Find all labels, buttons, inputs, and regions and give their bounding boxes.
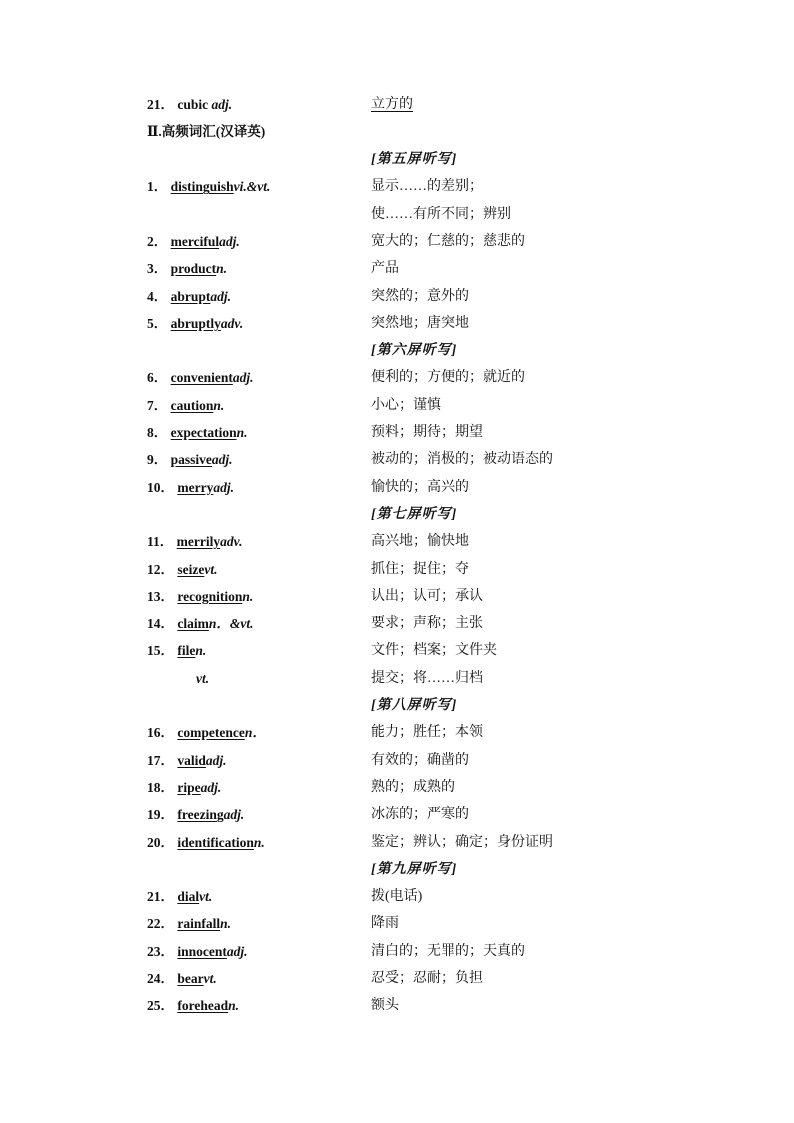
entry-meaning: 被动的；消极的；被动语态的	[371, 452, 553, 468]
entry-word: abrupt	[170, 288, 211, 304]
entry-pos: adj.	[205, 752, 227, 768]
entry-word: merciful	[170, 233, 220, 249]
entry-meaning: 高兴地；愉快地	[371, 534, 469, 550]
entry-meaning: 要求；声称；主张	[371, 616, 483, 632]
entry-left	[147, 531, 243, 553]
entry-word: cubic	[177, 97, 209, 112]
vocab-row	[0, 367, 794, 389]
entry-pos: vt.	[199, 889, 213, 905]
entry-word: freezing	[177, 807, 224, 823]
vocab-row	[0, 886, 794, 908]
screen-header-row	[0, 340, 794, 362]
entry-word: seize	[177, 561, 205, 577]
vocab-row	[0, 640, 794, 662]
entry-pos: n.	[236, 425, 248, 440]
entry-number: 11．	[147, 534, 177, 550]
entry-number: 21．	[147, 97, 174, 112]
entry-left	[147, 941, 248, 963]
entry-number: 22．	[147, 916, 178, 932]
entry-number: 3．	[147, 261, 171, 277]
entry-left	[147, 176, 270, 198]
screen-header: [第九屏听写]	[371, 861, 458, 877]
entry-pos: adj.	[232, 370, 254, 386]
entry-number: 15．	[147, 643, 178, 659]
entry-meaning: 降雨	[371, 916, 399, 932]
entry-number: 20．	[147, 834, 178, 850]
entry-meaning: 预料；期待；期望	[371, 425, 483, 440]
entry-meaning: 鉴定；辨认；确定；身份证明	[371, 834, 553, 850]
entry-pos: n.	[242, 588, 254, 604]
entry-left	[147, 613, 254, 635]
entry-left	[147, 395, 224, 417]
screen-header-row	[0, 149, 794, 171]
entry-meaning: 突然地；唐突地	[371, 315, 469, 331]
entry-pos: adj.	[219, 233, 240, 249]
entry-word: merrily	[176, 534, 221, 550]
entry-meaning: 认出；认可；承认	[371, 588, 483, 604]
vocab-row	[0, 531, 794, 553]
entry-word: caution	[170, 397, 214, 413]
vocab-row-continuation	[0, 204, 794, 226]
entry-number: 14．	[147, 616, 178, 632]
entry-pos: adj.	[211, 97, 233, 112]
vocab-row	[0, 804, 794, 826]
vocab-row	[0, 722, 794, 744]
entry-number: 18．	[147, 779, 178, 795]
entry-word: convenient	[170, 370, 233, 386]
screen-header: [第六屏听写]	[371, 343, 458, 359]
entry-word: recognition	[177, 588, 243, 604]
vocab-row	[0, 750, 794, 772]
entry-word: innocent	[177, 943, 227, 959]
entry-number: 21．	[147, 889, 178, 905]
entry-pos: n.	[228, 998, 240, 1014]
entry-pos: n．&vt.	[208, 616, 254, 632]
entry-number: 13．	[147, 588, 178, 604]
entry-pos: n.	[220, 916, 232, 932]
entry-number: 5．	[147, 315, 171, 331]
entry-left	[147, 231, 240, 253]
vocab-row	[0, 777, 794, 799]
vocab-row	[0, 94, 794, 116]
entry-pos: vi.&vt.	[233, 179, 271, 195]
entry-left	[147, 832, 265, 854]
entry-number: 7．	[147, 397, 171, 413]
entry-word: abruptly	[170, 315, 221, 331]
entry-left	[147, 913, 231, 935]
entry-number: 23．	[147, 943, 178, 959]
entry-meaning: 提交；将……归档	[371, 670, 483, 686]
entry-word: expectation	[170, 425, 237, 440]
vocab-row-continuation	[0, 668, 794, 690]
entry-left	[147, 286, 231, 308]
entry-left	[147, 313, 243, 335]
entry-meaning: 使……有所不同；辨别	[371, 206, 511, 222]
entry-meaning: 愉快的；高兴的	[371, 479, 469, 495]
vocab-row	[0, 477, 794, 499]
entry-number: 6．	[147, 370, 171, 386]
entry-left	[147, 750, 227, 772]
entry-meaning: 熟的；成熟的	[371, 779, 455, 795]
entry-number: 8．	[147, 425, 171, 440]
vocab-row	[0, 422, 794, 444]
entry-meaning: 抓住；捉住；夺	[371, 561, 469, 577]
entry-word: valid	[177, 752, 206, 768]
vocab-row	[0, 995, 794, 1017]
entry-word: distinguish	[170, 179, 234, 195]
screen-header: [第八屏听写]	[371, 698, 458, 713]
vocab-row	[0, 832, 794, 854]
entry-number: 9．	[147, 452, 171, 468]
vocab-row	[0, 913, 794, 935]
entry-number: 17．	[147, 752, 178, 768]
entry-pos: vt.	[196, 670, 210, 686]
entry-word: competence	[177, 725, 245, 741]
entry-left	[147, 367, 254, 389]
entry-word: file	[177, 643, 196, 659]
entry-meaning: 拨(电话)	[371, 889, 423, 905]
entry-word: ripe	[177, 779, 201, 795]
vocab-row	[0, 941, 794, 963]
entry-word: bear	[177, 971, 204, 986]
entry-pos: adj.	[213, 479, 234, 495]
entry-number: 12．	[147, 561, 178, 577]
entry-pos: adj.	[223, 807, 245, 823]
section-title: Ⅱ.高频词汇(汉译英)	[147, 124, 266, 139]
entry-pos: vt.	[204, 561, 218, 577]
entry-number: 24．	[147, 971, 178, 986]
entry-pos: adj.	[200, 779, 222, 795]
entry-pos: n.	[195, 643, 207, 659]
entry-meaning: 有效的；确凿的	[371, 752, 469, 768]
entry-word: identification	[177, 834, 254, 850]
entry-left	[147, 477, 234, 499]
entry-word: merry	[177, 479, 214, 495]
entry-left	[147, 968, 217, 990]
entry-meaning: 产品	[371, 261, 399, 277]
vocab-row	[0, 313, 794, 335]
entry-word: claim	[177, 616, 209, 632]
vocab-row	[0, 231, 794, 253]
section-title-row	[0, 121, 794, 143]
entry-meaning: 小心；谨慎	[371, 397, 441, 413]
entry-number: 2．	[147, 233, 171, 249]
entry-word: dial	[177, 889, 200, 905]
entry-pos: n.	[213, 397, 225, 413]
entry-left	[147, 804, 244, 826]
entry-meaning: 清白的；无罪的；天真的	[371, 943, 525, 959]
entry-pos: adv.	[220, 534, 243, 550]
entry-number: 4．	[147, 288, 171, 304]
screen-header-row	[0, 859, 794, 881]
entry-pos: adj.	[226, 943, 248, 959]
entry-left	[147, 777, 221, 799]
entry-meaning: 能力；胜任；本领	[371, 725, 483, 741]
entry-pos: vt.	[203, 971, 217, 986]
screen-header: [第七屏听写]	[371, 506, 458, 522]
screen-header-row	[0, 504, 794, 526]
entry-pos: n.	[216, 261, 228, 277]
vocab-row	[0, 176, 794, 198]
entry-meaning: 冰冻的；严寒的	[371, 807, 469, 823]
vocab-row	[0, 613, 794, 635]
entry-word: forehead	[177, 998, 229, 1014]
entry-word: passive	[170, 452, 212, 468]
entry-pos: adj.	[210, 288, 232, 304]
entry-meaning: 突然的；意外的	[371, 288, 469, 304]
entry-number: 19．	[147, 807, 178, 823]
vocab-row	[0, 449, 794, 471]
entry-left	[147, 258, 227, 280]
entry-word: rainfall	[177, 916, 221, 932]
entry-meaning: 立方的	[371, 97, 413, 112]
entry-meaning: 额头	[371, 998, 399, 1014]
entry-number: 1．	[147, 179, 171, 195]
entry-left	[147, 586, 253, 608]
entry-left	[147, 449, 233, 471]
vocab-row	[0, 258, 794, 280]
entry-word: product	[170, 261, 217, 277]
entry-left	[147, 559, 217, 581]
screen-header-row	[0, 695, 794, 717]
entry-meaning: 便利的；方便的；就近的	[371, 370, 525, 386]
entry-left	[147, 995, 239, 1017]
entry-left	[147, 640, 206, 662]
vocab-row	[0, 286, 794, 308]
entry-meaning: 显示……的差别；	[371, 179, 483, 195]
entry-pos: n．	[244, 725, 266, 741]
entry-number: 10．	[147, 479, 178, 495]
entry-pos: adv.	[220, 315, 244, 331]
entry-meaning: 忍受；忍耐；负担	[371, 971, 483, 986]
entry-pos: adj.	[211, 452, 233, 468]
entry-pos: n.	[253, 834, 265, 850]
vocab-row	[0, 395, 794, 417]
vocab-row	[0, 968, 794, 990]
vocab-row	[0, 586, 794, 608]
entry-left	[147, 722, 266, 744]
screen-header: [第五屏听写]	[371, 152, 458, 167]
entry-number: 25．	[147, 998, 178, 1014]
entry-number: 16．	[147, 725, 178, 741]
entry-left	[147, 886, 212, 908]
vocab-row	[0, 559, 794, 581]
entry-meaning: 文件；档案；文件夹	[371, 643, 497, 659]
entry-meaning: 宽大的；仁慈的；慈悲的	[371, 233, 525, 249]
entry-left	[147, 422, 248, 444]
